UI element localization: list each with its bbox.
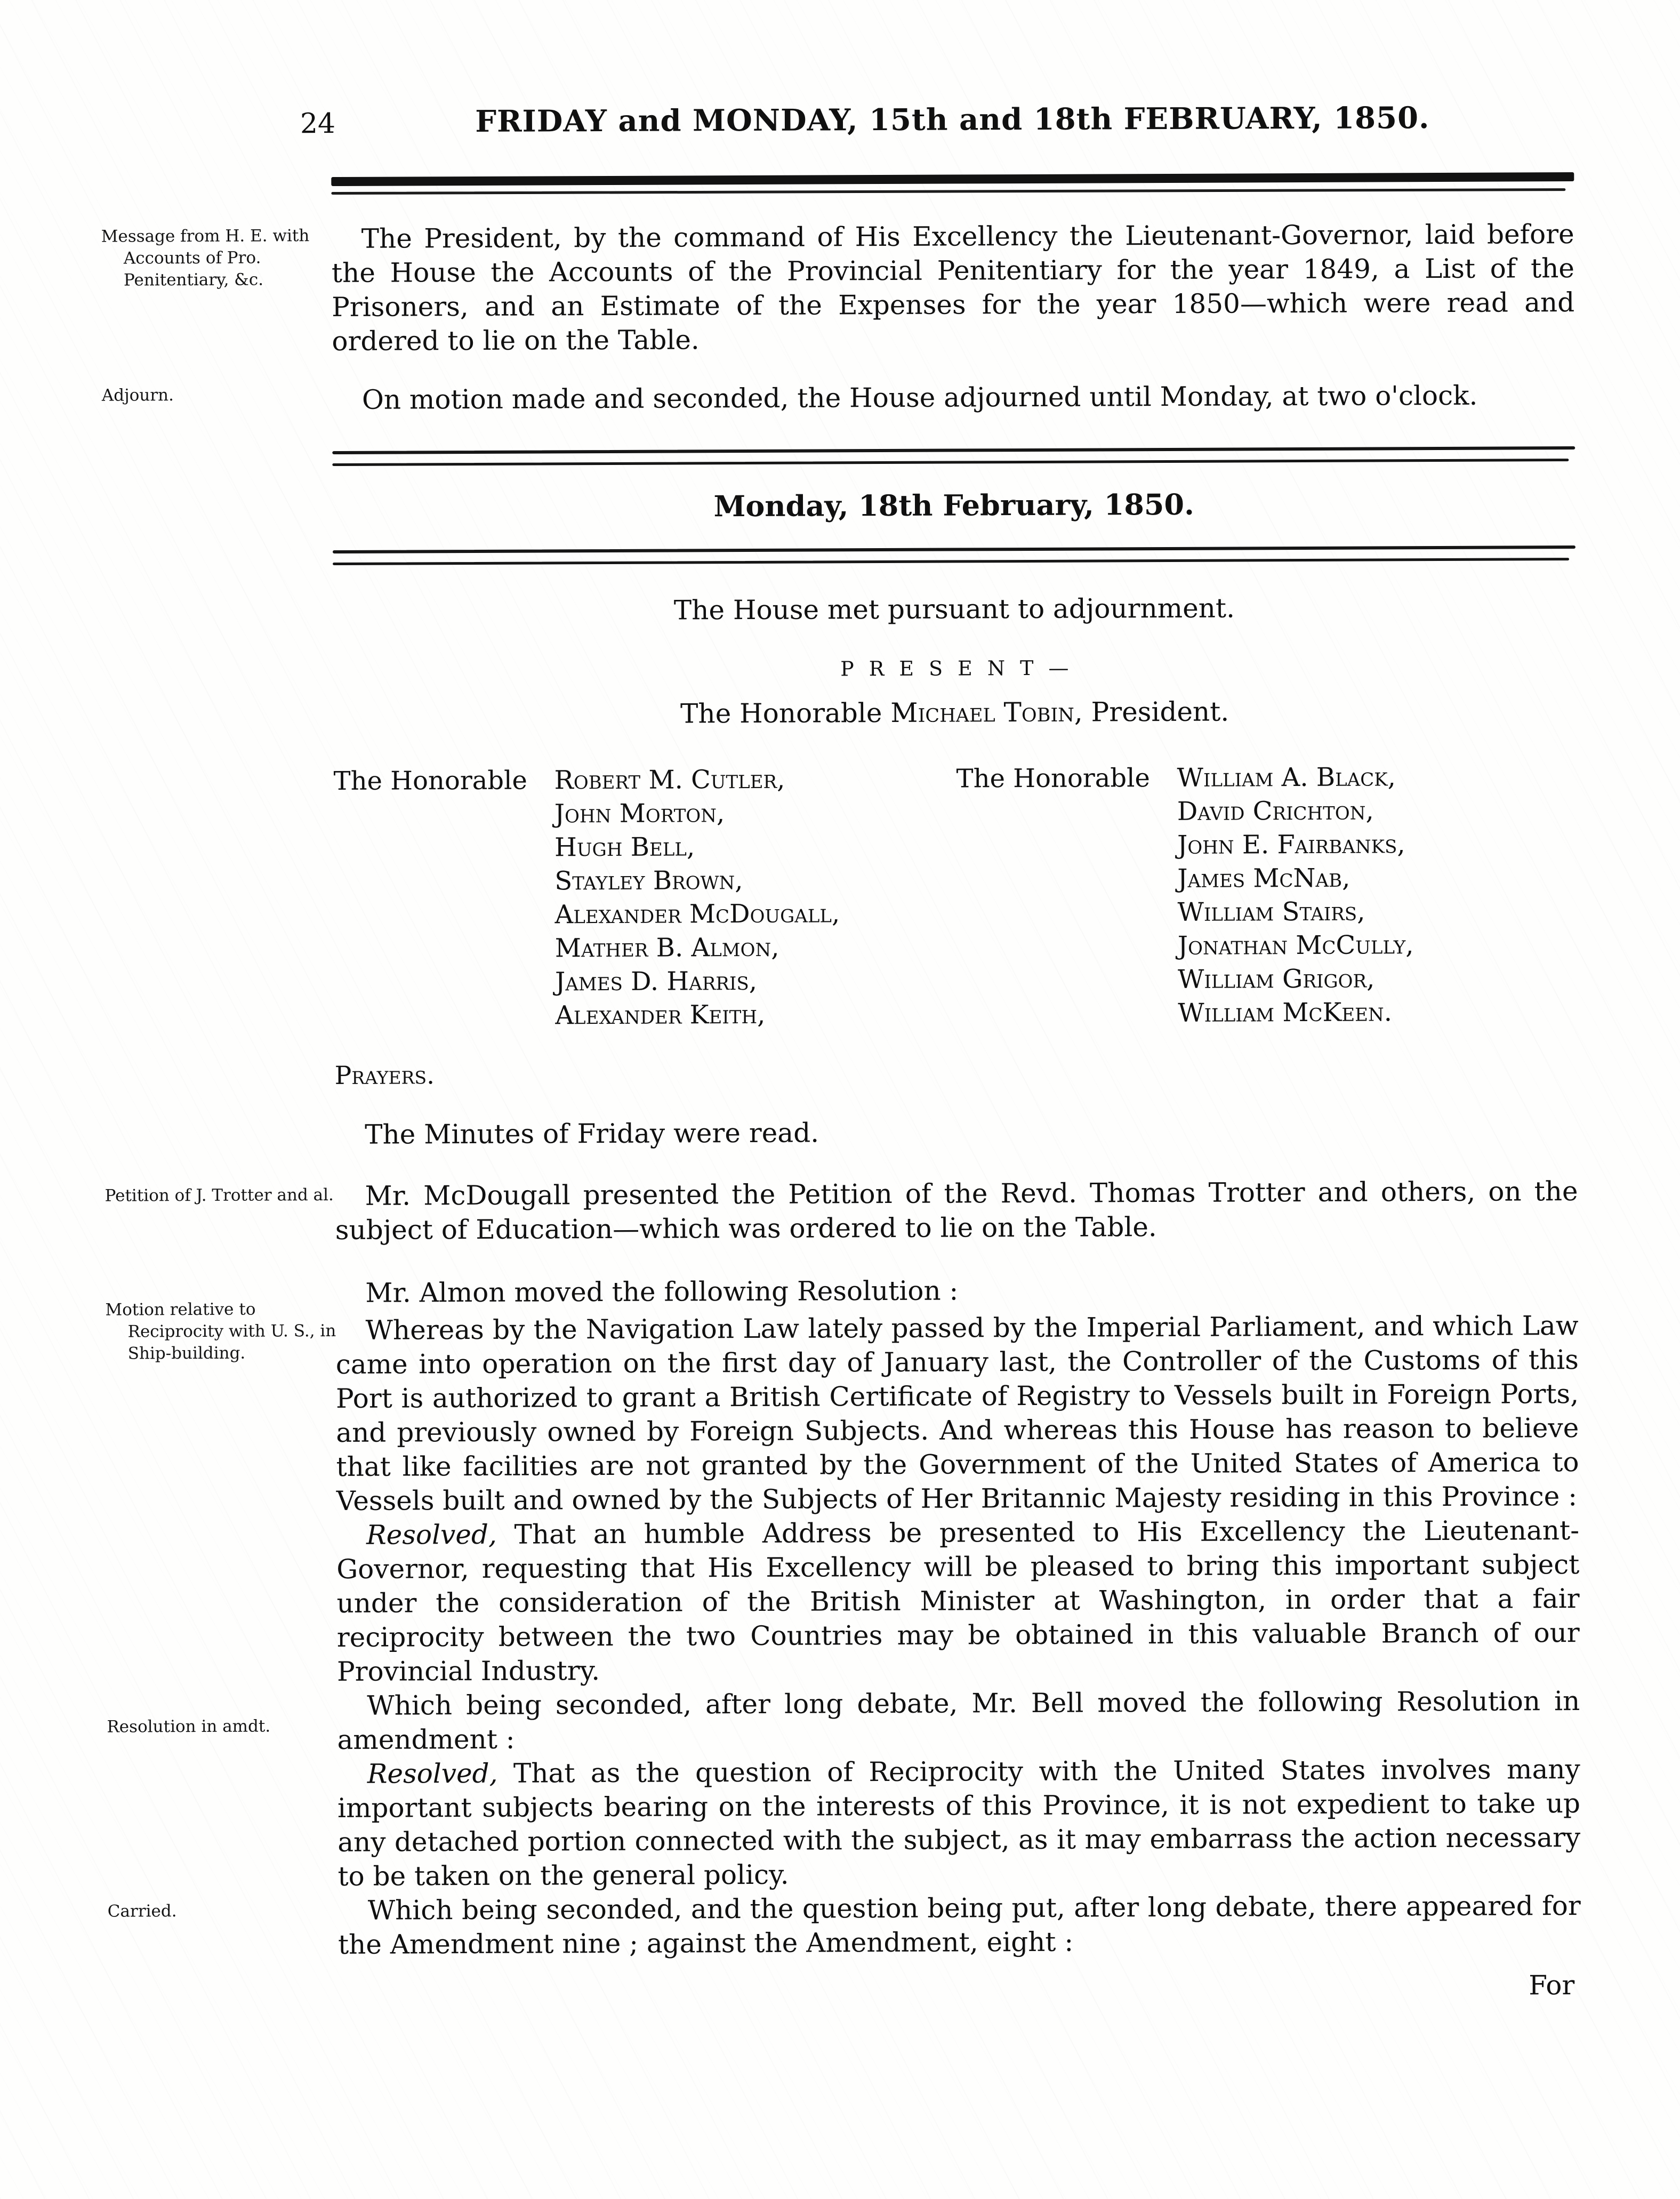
member-name: William Grigor,	[1177, 964, 1375, 994]
names-left	[554, 763, 841, 1032]
divider-line	[332, 459, 1569, 466]
header-rule	[331, 172, 1574, 195]
member-name: Mather B. Almon,	[554, 932, 779, 964]
resolved-text: That as the question of Reciprocity with the United States involves many important subjects bearing on the interests of this Province, it is not expedient to take up any detached portion connected with the subject, as it may embarrass the action necessary to be taken on the general policy.	[337, 1754, 1581, 1892]
divider-line	[333, 558, 1569, 565]
message-section	[101, 217, 1575, 358]
margin-note-petition: Petition of J. Trotter and al.	[105, 1185, 334, 1206]
member-name: Robert M. Cutler,	[554, 764, 785, 796]
almon-motion-line: Mr. Almon moved the following Resolution :	[365, 1275, 959, 1309]
catchword: For	[1529, 1970, 1575, 2001]
margin-note-message: Message from H. E. with Accounts of Pro. Penitentiary, &c.	[101, 226, 310, 290]
president-suffix: , President.	[1074, 696, 1229, 728]
present-column-left	[334, 763, 958, 1033]
member-name: John E. Fairbanks,	[1177, 829, 1405, 860]
header-rule-thin	[331, 188, 1565, 195]
resolved-section	[336, 1513, 1580, 1689]
divider-line	[333, 545, 1575, 553]
names-right	[1177, 760, 1414, 1030]
margin-note-motion: Motion relative to Reciprocity with U. S., in Ship-building.	[105, 1299, 336, 1363]
page-content	[101, 0, 1581, 2005]
running-title: FRIDAY and MONDAY, 15th and 18th FEBRUARY, 1850.	[475, 100, 1430, 139]
president-name: Michael Tobin	[890, 696, 1074, 728]
petition-paragraph: Mr. McDougall presented the Petition of the Revd. Thomas Trotter and others, on the subject of Education—which was ordered to lie on the Table.	[335, 1176, 1578, 1246]
vote-result-paragraph: Which being seconded, and the question being put, after long debate, there appeared for the Amendment nine ; against the Amendment, eight :	[337, 1890, 1581, 1960]
member-name: Hugh Bell,	[554, 832, 695, 863]
divider-line	[332, 446, 1575, 454]
prayers-line: Prayers.	[334, 1061, 435, 1090]
member-name: James McNab,	[1177, 863, 1351, 894]
margin-note-carried: Carried.	[107, 1901, 177, 1921]
running-header	[300, 100, 1574, 143]
section-divider-top	[332, 446, 1575, 466]
section-divider-bottom	[333, 545, 1575, 565]
resolved-lead: Resolved,	[366, 1519, 497, 1551]
message-paragraph: The President, by the command of His Excellency the Lieutenant-Governor, laid before the House the Accounts of the Provincial Penitentiary for the year 1849, a List of the Prisoners, and an Estimate of the Expenses for the year 1850—which were read and ordered to lie on the Table.	[331, 219, 1575, 357]
honorific-right: The Honorable	[956, 763, 1150, 794]
header-rule-thick	[331, 172, 1574, 186]
house-met-line: The House met pursuant to adjournment.	[673, 592, 1235, 626]
petition-section	[105, 1174, 1578, 1247]
amendment-resolved-section	[337, 1752, 1581, 1893]
president-line	[333, 695, 1576, 731]
amendment-moved-section	[107, 1684, 1580, 1757]
member-name: Alexander McDougall,	[554, 898, 840, 930]
whereas-section	[105, 1299, 1579, 1518]
margin-note-adjourn: Adjourn.	[101, 386, 174, 405]
member-name: David Crichton,	[1177, 796, 1374, 826]
present-column-right	[956, 760, 1414, 1031]
minutes-line: The Minutes of Friday were read.	[365, 1117, 819, 1150]
adjourn-section	[101, 378, 1575, 417]
honorific-left: The Honorable	[333, 765, 527, 796]
present-label: PRESENT—	[840, 656, 1084, 681]
carried-section	[107, 1889, 1581, 1962]
margin-note-resolution-amdt: Resolution in amdt.	[107, 1716, 271, 1737]
member-name: William McKeen.	[1178, 997, 1393, 1028]
date-heading: Monday, 18th February, 1850.	[713, 487, 1194, 524]
page-number: 24	[300, 107, 336, 140]
member-name: Stayley Brown,	[554, 865, 743, 896]
president-prefix: The Honorable	[680, 697, 891, 729]
member-name: William Stairs,	[1177, 896, 1365, 927]
member-name: William A. Black,	[1177, 762, 1396, 793]
member-name: John Morton,	[554, 798, 725, 829]
resolved-text: That an humble Address be presented to His Excellency the Lieutenant-Governor, requesting that His Excellency will be pleased to bring this important subject under the consideration of the British Minister at Washington, in order that a fair reciprocity between the two Countries may be obtained in this valuable Branch of our Provincial Industry.	[336, 1515, 1580, 1687]
whereas-paragraph: Whereas by the Navigation Law lately passed by the Imperial Parliament, and which Law came into operation on the first day of January last, the Controller of the Customs of this Port is authorized to grant a British Certificate of Registry to Vessels built in Foreign Ports, and previously owned by Foreign Subjects. And whereas this House has reason to believe that like facilities are not granted by the Government of the United States of America to Vessels built and owned by the Subjects of Her Britannic Majesty residing in this Province :	[335, 1310, 1579, 1516]
member-name: Alexander Keith,	[555, 999, 766, 1031]
adjourn-paragraph: On motion made and seconded, the House adjourned until Monday, at two o'clock.	[361, 380, 1478, 415]
amendment-resolved-paragraph	[337, 1752, 1581, 1893]
member-name: Jonathan McCully,	[1177, 930, 1414, 961]
resolved-lead: Resolved,	[367, 1757, 498, 1789]
amendment-moved-paragraph: Which being seconded, after long debate, Mr. Bell moved the following Resolution in amendment :	[337, 1686, 1580, 1755]
resolved-paragraph	[336, 1513, 1580, 1689]
member-name: James D. Harris,	[554, 966, 758, 997]
members-present-list	[334, 760, 1578, 1033]
